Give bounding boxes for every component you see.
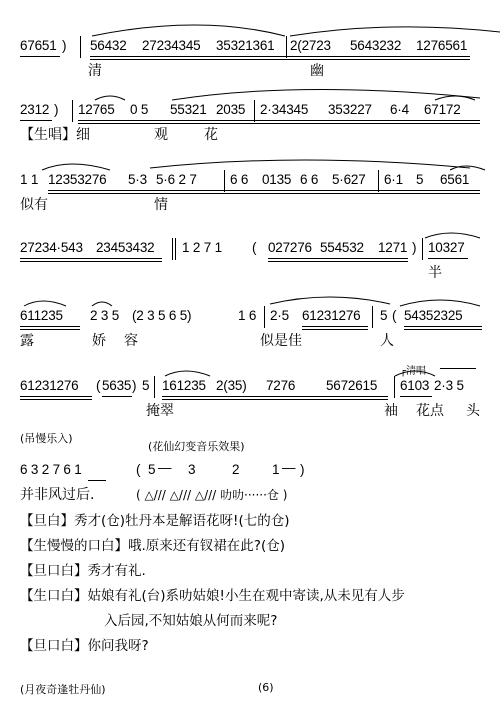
note-group: 2312: [20, 102, 50, 117]
lyric: 并非风过后.: [20, 487, 95, 503]
note-group: 2·34345: [260, 102, 309, 117]
role-tag: 【生口白】: [20, 588, 88, 604]
dialogue-line: [20, 584, 490, 634]
barline: [224, 170, 225, 192]
note-group: 2(2723: [290, 38, 331, 53]
paren: ): [132, 378, 137, 393]
note: 2: [232, 462, 240, 477]
note-group: 12765: [78, 102, 115, 117]
role-tag: 【旦口白】: [20, 563, 88, 579]
note-group: 67172: [424, 102, 461, 117]
note-group: 12353276: [48, 172, 107, 187]
note-group: 2·3 5: [434, 378, 464, 393]
lyric: 掩翠: [146, 403, 174, 419]
lyric: 幽: [310, 63, 324, 79]
note-group: 2(35): [216, 378, 247, 393]
note-group: 6 3 2 7 6 1: [20, 462, 82, 477]
lyric: 情: [154, 197, 168, 213]
annotation-qingchang: ┌清唱: [400, 366, 427, 377]
paren: ): [300, 462, 305, 477]
note-group: 6·4: [390, 102, 409, 117]
barline: [80, 36, 81, 58]
paren: (: [96, 378, 101, 393]
barline: [372, 306, 373, 328]
paren: ): [62, 38, 67, 53]
lyric: 袖: [384, 403, 398, 419]
note-group: 5·3: [128, 172, 147, 187]
percussion-line: ( △/// △/// △/// 叻叻······仓 ): [136, 488, 288, 502]
note-group: 5: [142, 378, 150, 393]
note-group: 55321: [170, 102, 207, 117]
barline: [378, 170, 379, 192]
dash: —: [282, 460, 296, 475]
barline: [154, 376, 155, 398]
page-number: (6): [258, 681, 274, 694]
note-group: 1 1: [20, 172, 39, 187]
dialogue-text: 秀才(仓)牡丹本是解语花呀!(七的仓): [74, 513, 290, 529]
dialogue-text: 姑娘有礼(台)系叻姑娘!小生在观中寄读,从未见有人步: [87, 588, 405, 604]
lyric: 【生唱】细: [20, 127, 90, 143]
note-group: 611235: [20, 308, 63, 323]
note-group: 0 5: [130, 102, 149, 117]
note-group: 1 6: [238, 308, 257, 323]
note-group: 5672615: [326, 378, 378, 393]
lyric: 似有: [20, 197, 48, 213]
note-group: 7276: [266, 378, 296, 393]
barline: [254, 100, 255, 122]
barline: [172, 238, 173, 260]
note: 5: [148, 462, 156, 477]
paren: (: [136, 462, 141, 477]
lyric: 露: [20, 333, 34, 349]
note-group: 5·6 2 7: [156, 172, 197, 187]
dialogue-text: 哦.原来还有钗裙在此?(仓): [128, 538, 285, 554]
note: 1: [272, 462, 280, 477]
note-group: 6·1: [384, 172, 403, 187]
note-group: 61231276: [20, 378, 79, 393]
dialogue-text: 秀才有礼.: [87, 563, 146, 579]
role-tag: 【旦口白】: [20, 638, 88, 654]
note-group: 61231276: [302, 308, 361, 323]
note-group: 67651: [20, 38, 57, 53]
note-group: 54352325: [404, 308, 463, 323]
note-group: 2035: [216, 102, 246, 117]
paren: ): [54, 102, 59, 117]
note-group: 1271: [378, 240, 408, 255]
note-group: 2 3 5: [90, 308, 120, 323]
note-group: 56432: [90, 38, 127, 53]
lyric: 头: [466, 403, 480, 419]
dialogue-line: [20, 534, 490, 559]
cue-label-left: (吊慢乐入): [20, 432, 73, 445]
paren: ): [412, 240, 417, 255]
note-group: 27234·543: [20, 240, 83, 255]
lyric: 观: [154, 127, 168, 143]
barline: [286, 36, 287, 58]
paren: (: [392, 308, 397, 323]
barline: [422, 238, 423, 260]
note-group: 5635: [102, 378, 132, 393]
lyric: 半: [428, 265, 442, 281]
note-group: 2·5: [270, 308, 289, 323]
note-group: 6 6: [230, 172, 249, 187]
note-group: 27234345: [142, 38, 201, 53]
dialogue-text: 你问我呀?: [87, 638, 149, 654]
note-group: 10327: [428, 240, 465, 255]
barline: [72, 100, 73, 122]
note-group: 353227: [328, 102, 372, 117]
note-group: (2 3 5 6 5): [132, 308, 192, 323]
note-group: 1276561: [416, 38, 468, 53]
lyric: 容: [124, 333, 138, 349]
dialogue-text-continued: 入后园,不知姑娘从何而来呢?: [104, 613, 278, 629]
dialogue-line: [20, 634, 490, 659]
dialogue-line: [20, 559, 490, 584]
lyric: 似是佳: [260, 333, 302, 349]
lyric: 花点: [416, 403, 444, 419]
note: 3: [188, 462, 196, 477]
note-group: 1 2 7 1: [182, 240, 222, 255]
barline: [264, 306, 265, 328]
note-group: 161235: [162, 378, 206, 393]
note-group: 5643232: [350, 38, 402, 53]
paren: (: [252, 240, 257, 255]
dash: —: [158, 460, 172, 475]
lyric: 娇: [92, 333, 106, 349]
note-group: 35321361: [216, 38, 275, 53]
cue-label-right: (花仙幻变音乐效果): [148, 440, 245, 453]
role-tag: 【旦白】: [20, 513, 74, 529]
lyric: 花: [204, 127, 218, 143]
lyric: 清: [88, 63, 102, 79]
lyric: 人: [380, 333, 394, 349]
dialogue-line: [20, 509, 490, 534]
note-group: 6103: [400, 378, 430, 393]
note-group: 6561: [440, 172, 470, 187]
footer-title: (月夜奇逢牡丹仙): [20, 683, 106, 696]
note-group: 5: [416, 172, 424, 187]
note-group: 027276: [268, 240, 312, 255]
note-group: 554532: [320, 240, 364, 255]
note-group: 5: [380, 308, 388, 323]
role-tag: 【生慢慢的口白】: [20, 538, 128, 554]
barline: [394, 376, 395, 398]
note-group: 23453432: [96, 240, 155, 255]
dialogue-block: [20, 509, 490, 659]
note-group: 6 6: [300, 172, 319, 187]
note-group: 5·627: [332, 172, 366, 187]
note-group: 0135: [262, 172, 292, 187]
